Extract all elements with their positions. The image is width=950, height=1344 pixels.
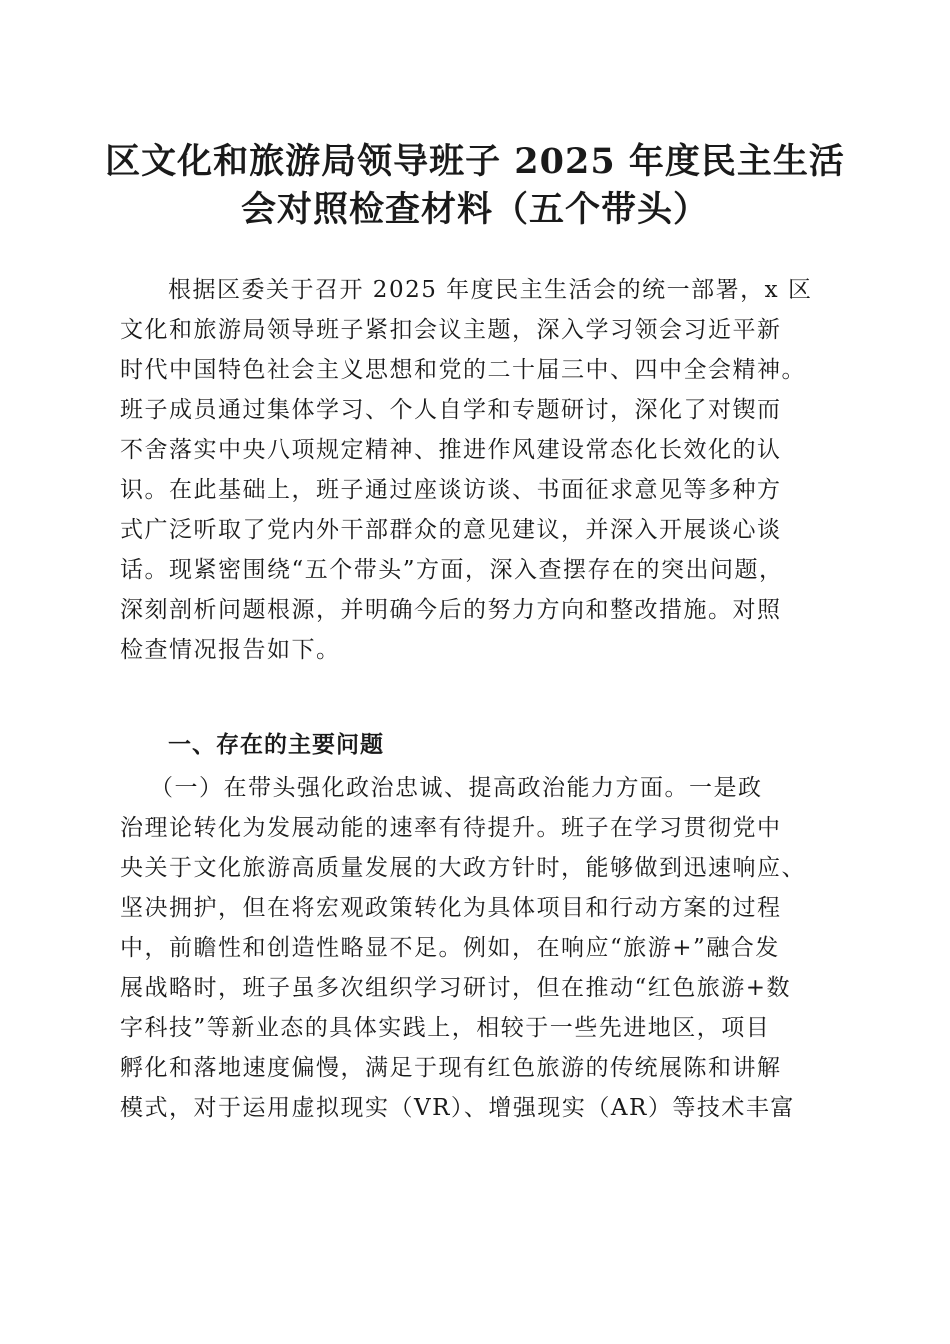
document-title	[100, 138, 850, 234]
paragraph-line: 模式，对于运用虚拟现实（VR）、增强现实（AR）等技术丰富	[120, 1095, 795, 1121]
paragraph-line: 孵化和落地速度偏慢，满足于现有红色旅游的传统展陈和讲解	[120, 1055, 782, 1081]
paragraph-line: 班子成员通过集体学习、个人自学和专题研讨，深化了对锲而	[120, 397, 782, 423]
title-line: 会对照检查材料（五个带头）	[240, 189, 709, 230]
paragraph-line: 时代中国特色社会主义思想和党的二十届三中、四中全会精神。	[120, 357, 806, 383]
paragraph-line: 识。在此基础上，班子通过座谈访谈、书面征求意见等多种方	[120, 477, 782, 503]
paragraph-line: 式广泛听取了党内外干部群众的意见建议，并深入开展谈心谈	[120, 517, 782, 543]
paragraph-line: 不舍落实中央八项规定精神、推进作风建设常态化长效化的认	[120, 437, 782, 463]
paragraph-line: 根据区委关于召开 2025 年度民主生活会的统一部署，x 区	[168, 277, 813, 303]
section-heading-block	[120, 725, 840, 765]
title-line: 区文化和旅游局领导班子 2025 年度民主生活	[105, 141, 845, 182]
section-paragraph	[120, 768, 840, 1128]
paragraph-line: 坚决拥护，但在将宏观政策转化为具体项目和行动方案的过程	[120, 895, 782, 921]
paragraph-line: 深刻剖析问题根源，并明确今后的努力方向和整改措施。对照	[120, 597, 782, 623]
paragraph-line: 中，前瞻性和创造性略显不足。例如，在响应“旅游+”融合发	[120, 935, 780, 961]
intro-paragraph	[120, 270, 840, 670]
section-heading: 一、存在的主要问题	[168, 732, 384, 758]
paragraph-line: 检查情况报告如下。	[120, 637, 341, 663]
paragraph-line: 央关于文化旅游高质量发展的大政方针时，能够做到迅速响应、	[120, 855, 806, 881]
paragraph-line: 话。现紧密围绕“五个带头”方面，深入查摆存在的突出问题，	[120, 557, 784, 583]
paragraph-line: 展战略时，班子虽多次组织学习研讨，但在推动“红色旅游+数	[120, 975, 792, 1001]
paragraph-line: （一）在带头强化政治忠诚、提高政治能力方面。一是政	[150, 775, 763, 801]
paragraph-line: 文化和旅游局领导班子紧扣会议主题，深入学习领会习近平新	[120, 317, 782, 343]
paragraph-line: 字科技”等新业态的具体实践上，相较于一些先进地区，项目	[120, 1015, 771, 1041]
paragraph-line: 治理论转化为发展动能的速率有待提升。班子在学习贯彻党中	[120, 815, 782, 841]
